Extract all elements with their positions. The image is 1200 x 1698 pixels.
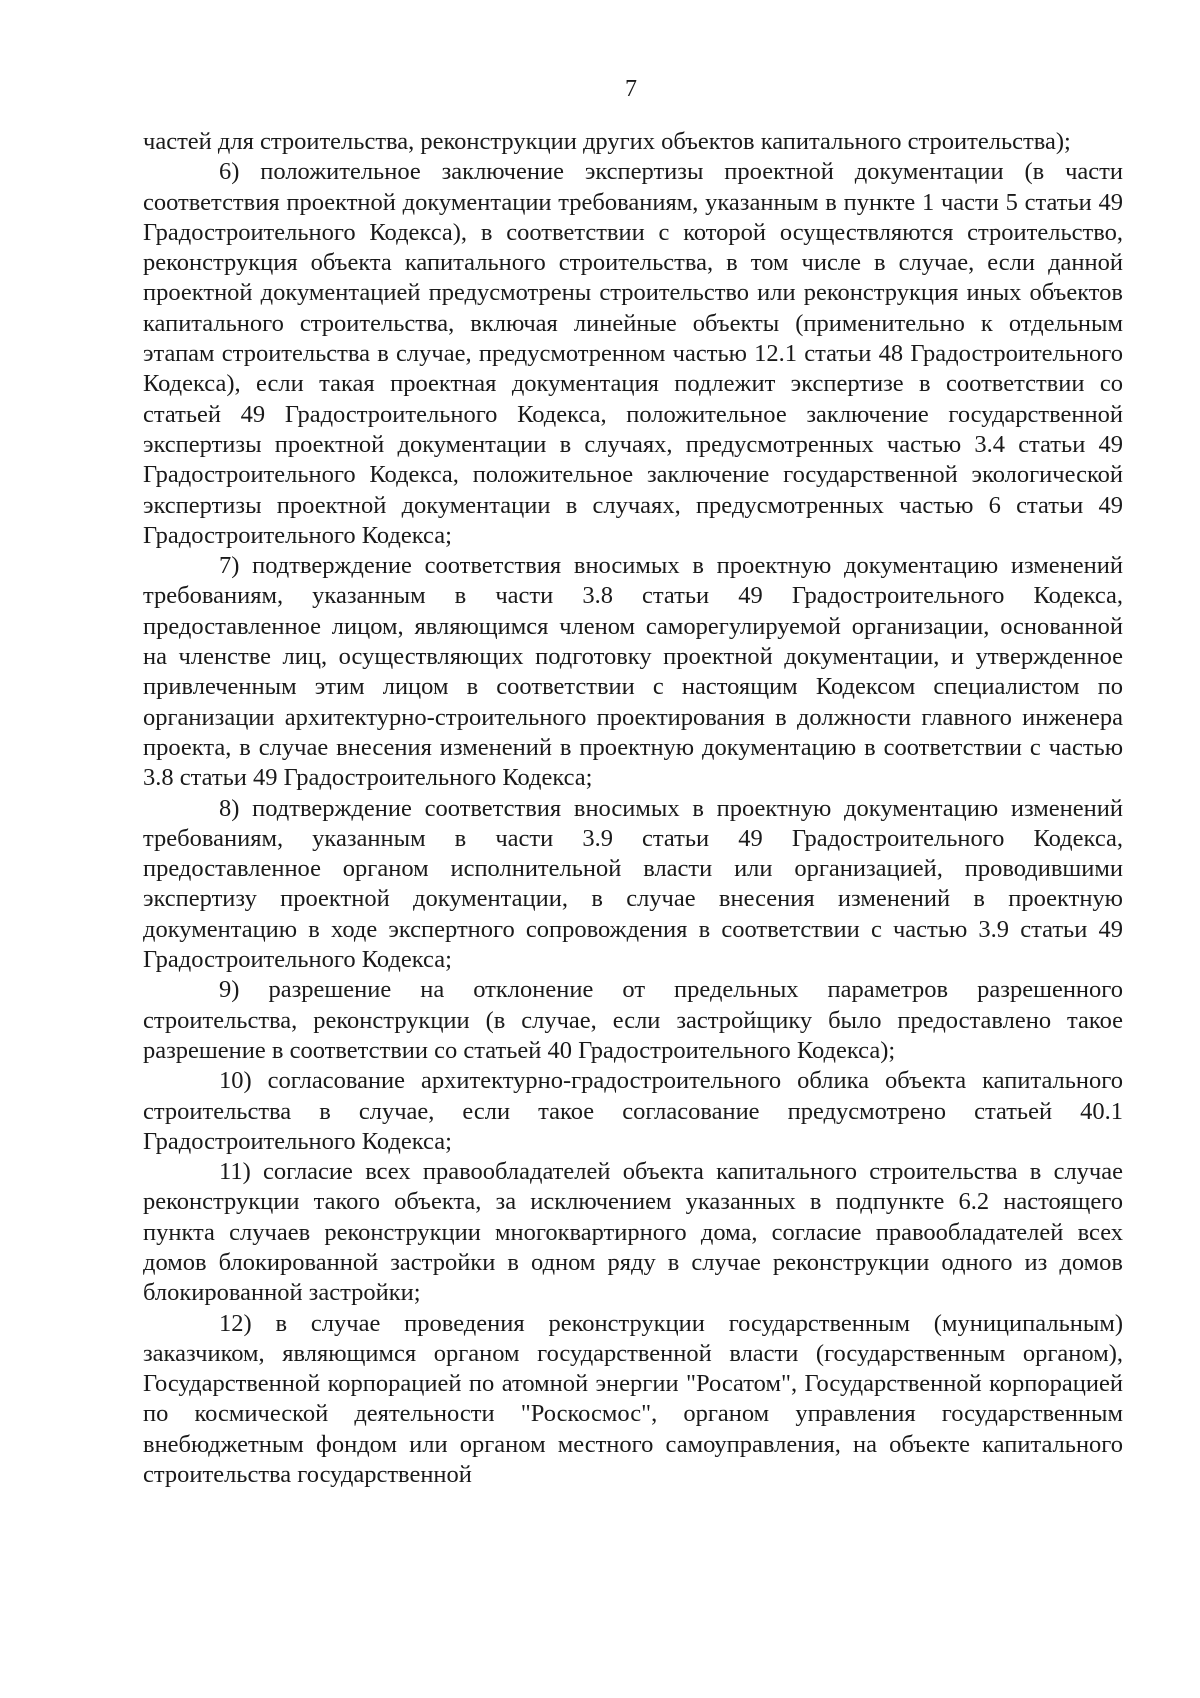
paragraph-item-12: 12) в случае проведения реконструкции государственным (муниципальным) заказчиком, являющимся органом государственной власти (государственным органом), Государственной корпорацией по атомной энергии "Росатом", Государственной корпорацией по космической деятельности "Роскосмос", органом управления государственным внебюджетным фондом или органом местного самоуправления, на объекте капитального строительства государственной xyxy=(143,1309,1123,1489)
paragraph-item-10: 10) согласование архитектурно-градостроительного облика объекта капитального строительства в случае, если такое согласование предусмотрено статьей 40.1 Градостроительного Кодекса; xyxy=(143,1067,1123,1155)
paragraph-item-11: 11) согласие всех правообладателей объекта капитального строительства в случае реконструкции такого объекта, за исключением указанных в подпункте 6.2 настоящего пункта случаев реконструкции многоквартирного дома, согласие правообладателей всех домов блокированной застройки в одном ряду в случае реконструкции одного из домов блокированной застройки; xyxy=(143,1158,1123,1307)
document-body xyxy=(143,127,1123,1490)
page-number: 7 xyxy=(625,76,637,102)
paragraph-item-9: 9) разрешение на отклонение от предельных параметров разрешенного строительства, реконструкции (в случае, если застройщику было предоставлено такое разрешение в соответствии со статьей 40 Градостроительного Кодекса); xyxy=(143,976,1123,1064)
paragraph-item-8: 8) подтверждение соответствия вносимых в проектную документацию изменений требованиям, указанным в части 3.9 статьи 49 Градостроительного Кодекса, предоставленное органом исполнительной власти или организацией, проводившими экспертизу проектной документации, в случае внесения изменений в проектную документацию в ходе экспертного сопровождения в соответствии с частью 3.9 статьи 49 Градостроительного Кодекса; xyxy=(143,794,1123,974)
paragraph-item-6: 6) положительное заключение экспертизы проектной документации (в части соответствия проектной документации требованиям, указанным в пункте 1 части 5 статьи 49 Градостроительного Кодекса), в соответствии с которой осуществляются строительство, реконструкция объекта капитального строительства, в том числе в случае, если данной проектной документацией предусмотрены строительство или реконструкция иных объектов капитального строительства, включая линейные объекты (применительно к отдельным этапам строительства в случае, предусмотренном частью 12.1 статьи 48 Градостроительного Кодекса), если такая проектная документация подлежит экспертизе в соответствии со статьей 49 Градостроительного Кодекса, положительное заключение государственной экспертизы проектной документации в случаях, предусмотренных частью 3.4 статьи 49 Градостроительного Кодекса, положительное заключение государственной экологической экспертизы проектной документации в случаях, предусмотренных частью 6 статьи 49 Градостроительного Кодекса; xyxy=(143,158,1123,549)
paragraph-item-7: 7) подтверждение соответствия вносимых в проектную документацию изменений требованиям, указанным в части 3.8 статьи 49 Градостроительного Кодекса, предоставленное лицом, являющимся членом саморегулируемой организации, основанной на членстве лиц, осуществляющих подготовку проектной документации, и утвержденное привлеченным этим лицом в соответствии с настоящим Кодексом специалистом по организации архитектурно-строительного проектирования в должности главного инженера проекта, в случае внесения изменений в проектную документацию в соответствии с частью 3.8 статьи 49 Градостроительного Кодекса; xyxy=(143,552,1123,792)
paragraph-continuation: частей для строительства, реконструкции других объектов капитального строительства); xyxy=(143,128,1071,155)
